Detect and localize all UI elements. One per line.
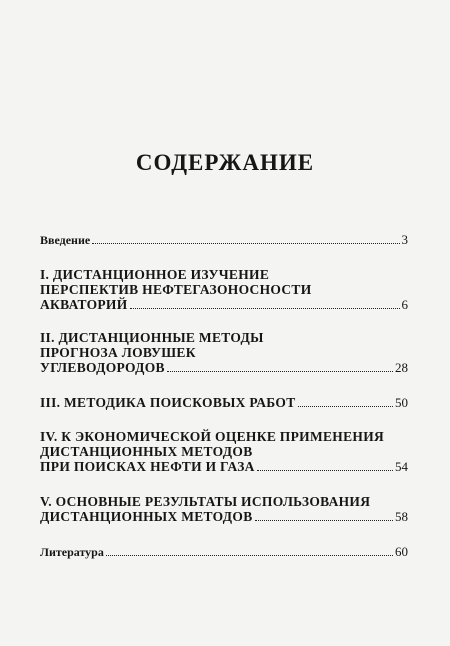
- toc-title-line: IV. К ЭКОНОМИЧЕСКОЙ ОЦЕНКЕ ПРИМЕНЕНИЯ: [40, 429, 385, 444]
- toc-title-line: II. ДИСТАНЦИОННЫЕ МЕТОДЫ: [40, 330, 264, 345]
- toc-title-line: ПРОГНОЗА ЛОВУШЕК: [40, 345, 196, 360]
- toc-entry-chapter-3: [40, 395, 408, 411]
- toc-label: Литература: [40, 545, 104, 559]
- toc-page-number: 50: [395, 395, 408, 410]
- toc-entry-literature: [40, 544, 408, 560]
- toc-page-number: 54: [395, 459, 408, 474]
- dot-leader: [106, 555, 393, 556]
- toc-entry-chapter-5: [40, 494, 408, 525]
- toc-entry-intro: [40, 232, 408, 248]
- toc-title-line: V. ОСНОВНЫЕ РЕЗУЛЬТАТЫ ИСПОЛЬЗОВАНИЯ: [40, 494, 371, 509]
- dot-leader: [298, 406, 393, 407]
- page-title: СОДЕРЖАНИЕ: [135, 150, 315, 175]
- toc-page-number: 6: [401, 297, 408, 312]
- dot-leader: [130, 308, 400, 309]
- toc-entry-chapter-4: [40, 429, 408, 475]
- toc-title-line: ПЕРСПЕКТИВ НЕФТЕГАЗОНОСНОСТИ: [40, 282, 312, 297]
- toc-label: Введение: [40, 233, 91, 247]
- toc-label: III. МЕТОДИКА ПОИСКОВЫХ РАБОТ: [40, 395, 296, 410]
- table-of-contents: [40, 232, 408, 560]
- toc-page-number: 3: [401, 232, 408, 247]
- toc-title-line: I. ДИСТАНЦИОННОЕ ИЗУЧЕНИЕ: [40, 267, 270, 282]
- toc-title-line: УГЛЕВОДОРОДОВ: [40, 360, 165, 375]
- dot-leader: [255, 520, 394, 521]
- toc-page-number: 58: [395, 509, 408, 524]
- dot-leader: [257, 470, 393, 471]
- toc-page-number: 28: [395, 360, 408, 375]
- toc-page-number: 60: [395, 544, 408, 559]
- toc-title-line: ДИСТАНЦИОННЫХ МЕТОДОВ: [40, 444, 253, 459]
- toc-title-line: ДИСТАНЦИОННЫХ МЕТОДОВ: [40, 509, 253, 524]
- toc-title-line: АКВАТОРИЙ: [40, 297, 128, 312]
- toc-title-line: ПРИ ПОИСКАХ НЕФТИ И ГАЗА: [40, 459, 255, 474]
- dot-leader: [167, 371, 393, 372]
- dot-leader: [92, 243, 399, 244]
- toc-entry-chapter-2: [40, 330, 408, 376]
- toc-entry-chapter-1: [40, 267, 408, 313]
